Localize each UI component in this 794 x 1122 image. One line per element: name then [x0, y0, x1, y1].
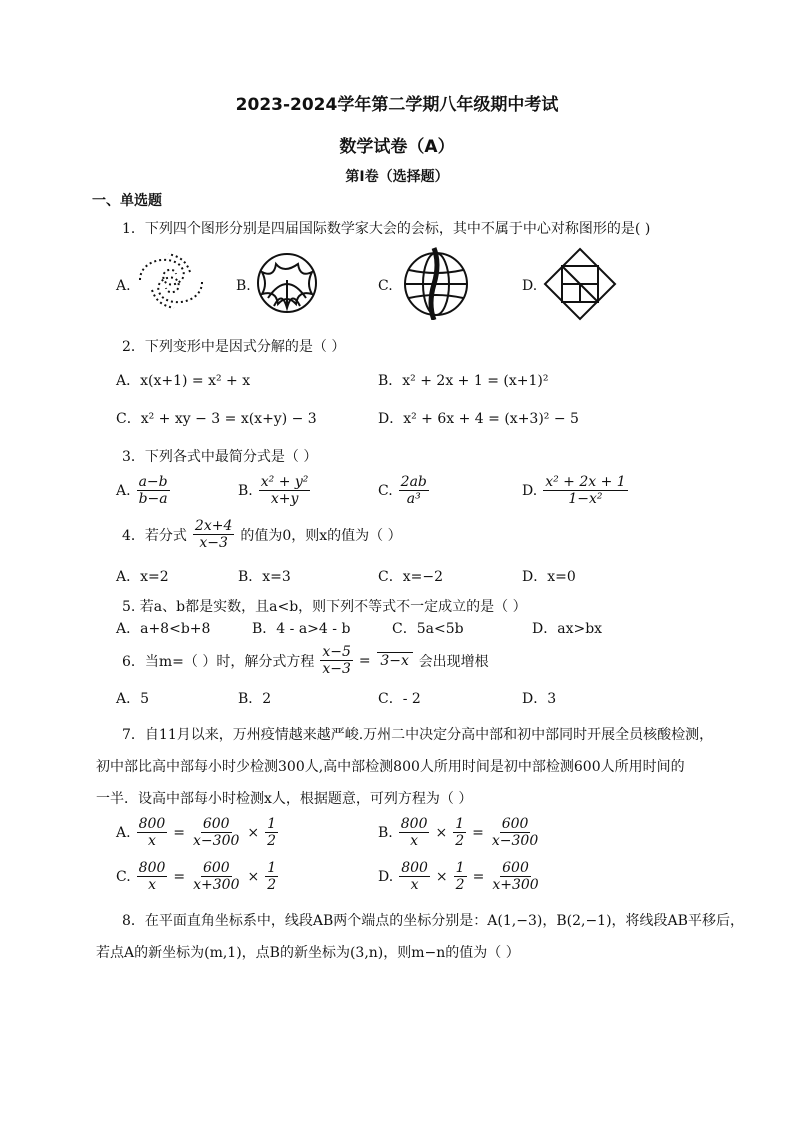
q1-option-a-label: A.	[116, 278, 131, 294]
q6-option-c: C．- 2	[378, 691, 421, 707]
q7-d-frac-3	[490, 860, 540, 893]
q7-b-f2-num: 1	[455, 816, 465, 832]
q7-b-equals: =	[472, 824, 484, 841]
q3-d-den: 1−x²	[568, 491, 603, 507]
q7-c-f2-num: 600	[202, 860, 230, 876]
q3-option-c	[378, 474, 431, 507]
q7-d-f1-num: 800	[401, 860, 428, 876]
globe-logo-icon	[398, 244, 474, 320]
q4-option-d: D．x=0	[522, 569, 576, 585]
q8-line-1: 8．在平面直角坐标系中，线段AB两个端点的坐标分别是：A(1,−3)，B(2,−1)，将线段AB平移后，	[122, 913, 744, 929]
q3-a-num: a−b	[138, 474, 168, 490]
q7-option-d	[378, 860, 543, 893]
q3-option-a	[116, 474, 172, 507]
square-diamond-logo-icon	[542, 246, 618, 322]
q6-f1-num: x−5	[322, 644, 351, 660]
swirl-logo-icon	[134, 250, 208, 312]
q5-stem: 5. 若a、b都是实数，且a<b，则下列不等式不一定成立的是（ ）	[122, 599, 527, 615]
q7-b-times: ×	[435, 824, 448, 841]
q1-option-b-label: B.	[236, 278, 251, 294]
q3-b-num: x² + y²	[260, 474, 309, 490]
q6-stem-pre: 6．当m=（ ）时，解分式方程	[122, 653, 315, 670]
q3-b-label: B.	[238, 482, 253, 499]
q4-stem-post: 的值为0，则x的值为（ ）	[240, 527, 402, 544]
q7-d-f2-num: 1	[455, 860, 465, 876]
q7-a-f1-den: x	[147, 833, 156, 849]
q1-stem: 1．下列四个图形分别是四届国际数学家大会的会标，其中不属于中心对称图形的是( )	[122, 221, 651, 237]
q3-d-fraction	[543, 474, 627, 507]
q2-option-b: B．x² + 2x + 1 = (x+1)²	[378, 373, 549, 389]
q7-a-frac-3	[265, 816, 278, 849]
q4-stem	[122, 518, 402, 551]
q7-a-times: ×	[247, 824, 260, 841]
q7-d-f2-den: 2	[455, 877, 465, 893]
q4-fraction	[193, 518, 234, 551]
q2-option-d: D．x² + 6x + 4 = (x+3)² − 5	[378, 411, 579, 427]
q7-c-f1-num: 800	[138, 860, 166, 876]
q3-stem: 3．下列各式中最简分式是（ ）	[122, 449, 318, 465]
q3-c-den: a³	[406, 491, 421, 507]
q6-fraction-2	[377, 652, 413, 669]
q7-d-f3-den: x+300	[492, 877, 539, 893]
q7-c-equals: =	[173, 868, 186, 885]
q7-c-f2-den: x+300	[193, 877, 240, 893]
q7-d-label: D.	[378, 868, 394, 885]
q7-line-3: 一半．设高中部每小时检测x人，根据题意，可列方程为（ ）	[96, 791, 473, 807]
q7-option-a	[116, 816, 280, 849]
q7-d-equals: =	[472, 868, 485, 885]
q4-stem-pre: 4．若分式	[122, 527, 187, 544]
q7-d-frac-2	[454, 860, 467, 893]
q7-a-f2-num: 600	[202, 816, 230, 832]
section-heading: 一、单选题	[92, 193, 162, 209]
q6-option-a: A．5	[116, 691, 150, 707]
q3-a-label: A.	[116, 482, 131, 499]
q3-d-label: D.	[522, 482, 538, 499]
q7-d-f1-den: x	[410, 877, 419, 893]
q6-option-b: B．2	[238, 691, 272, 707]
paper-subtitle: 数学试卷（A）	[339, 137, 455, 157]
q7-line-1: 7．自11月以来，万州疫情越来越严峻.万州二中决定分高中部和初中部同时开展全员核酸检测，	[122, 727, 714, 743]
q2-option-c: C．x² + xy − 3 = x(x+y) − 3	[116, 411, 317, 427]
q7-b-f3-den: x−300	[491, 833, 539, 849]
q3-c-label: C.	[378, 482, 393, 499]
q7-c-label: C.	[116, 868, 131, 885]
q7-a-equals: =	[173, 824, 186, 841]
q7-b-frac-2	[453, 816, 466, 849]
q3-option-d	[522, 474, 630, 507]
q1-option-d-label: D.	[522, 278, 538, 294]
q3-option-b	[238, 474, 312, 507]
q4-frac-num: 2x+4	[194, 518, 233, 534]
q2-stem: 2．下列变形中是因式分解的是（ ）	[122, 339, 346, 355]
q7-c-frac-2	[191, 860, 241, 893]
q8-line-2: 若点A的新坐标为(m,1)，点B的新坐标为(3,n)，则m−n的值为（ ）	[96, 945, 520, 961]
q3-a-den: b−a	[138, 491, 168, 507]
q4-frac-den: x−3	[199, 535, 228, 551]
q7-a-frac-1	[137, 816, 168, 849]
q7-a-f3-den: 2	[267, 833, 277, 849]
q3-b-fraction	[259, 474, 311, 507]
q6-f1-den: x−3	[322, 661, 351, 677]
q7-b-frac-1	[399, 816, 430, 849]
q4-option-a: A．x=2	[116, 569, 169, 585]
q5-option-d: D．ax>bx	[532, 621, 603, 637]
q3-d-num: x² + 2x + 1	[545, 474, 626, 490]
q7-b-f1-num: 800	[400, 816, 428, 832]
q7-c-f1-den: x	[148, 877, 156, 893]
q7-d-frac-1	[399, 860, 430, 893]
q7-b-frac-3	[490, 816, 540, 849]
q3-c-fraction	[399, 474, 429, 507]
q2-option-a: A．x(x+1) = x² + x	[116, 373, 251, 389]
q7-b-label: B.	[378, 824, 393, 841]
q7-a-f2-den: x−300	[193, 833, 240, 849]
q6-stem	[122, 644, 489, 677]
circle-arcs-logo-icon	[254, 250, 320, 316]
q7-c-frac-1	[137, 860, 168, 893]
q5-option-a: A．a+8<b+8	[116, 621, 211, 637]
q1-option-c-label: C.	[378, 278, 393, 294]
q5-option-b: B．4 - a>4 - b	[252, 621, 351, 637]
q7-d-f3-num: 600	[502, 860, 529, 876]
q7-option-b	[378, 816, 542, 849]
q7-c-frac-3	[265, 860, 278, 893]
q6-stem-post: 会出现增根	[418, 653, 489, 670]
q7-b-f2-den: 2	[455, 833, 465, 849]
volume-heading: 第Ⅰ卷（选择题）	[345, 169, 449, 185]
q6-option-d: D．3	[522, 691, 557, 707]
q7-d-times: ×	[435, 868, 448, 885]
q7-c-f3-num: 1	[267, 860, 277, 876]
q7-c-times: ×	[247, 868, 260, 885]
q7-b-f1-den: x	[410, 833, 419, 849]
q7-a-label: A.	[116, 824, 131, 841]
q7-line-2: 初中部比高中部每小时少检测300人,高中部检测800人所用时间是初中部检测600人所用时间的	[96, 759, 685, 775]
q3-c-num: 2ab	[400, 474, 427, 490]
q4-option-c: C．x=−2	[378, 569, 443, 585]
q4-option-b: B．x=3	[238, 569, 291, 585]
exam-title: 2023-2024学年第二学期八年级期中考试	[235, 95, 559, 115]
q6-f2-den: 3−x	[380, 653, 409, 669]
q7-c-f3-den: 2	[267, 877, 277, 893]
q6-equals: =	[358, 652, 371, 669]
q7-a-f3-num: 1	[267, 816, 277, 832]
q7-a-f1-num: 800	[138, 816, 166, 832]
q5-option-c: C．5a<5b	[392, 621, 464, 637]
q7-option-c	[116, 860, 280, 893]
q7-a-frac-2	[191, 816, 241, 849]
q3-a-fraction	[137, 474, 170, 507]
q3-b-den: x+y	[270, 491, 299, 507]
q7-b-f3-num: 600	[501, 816, 529, 832]
q6-fraction-1	[320, 644, 353, 677]
